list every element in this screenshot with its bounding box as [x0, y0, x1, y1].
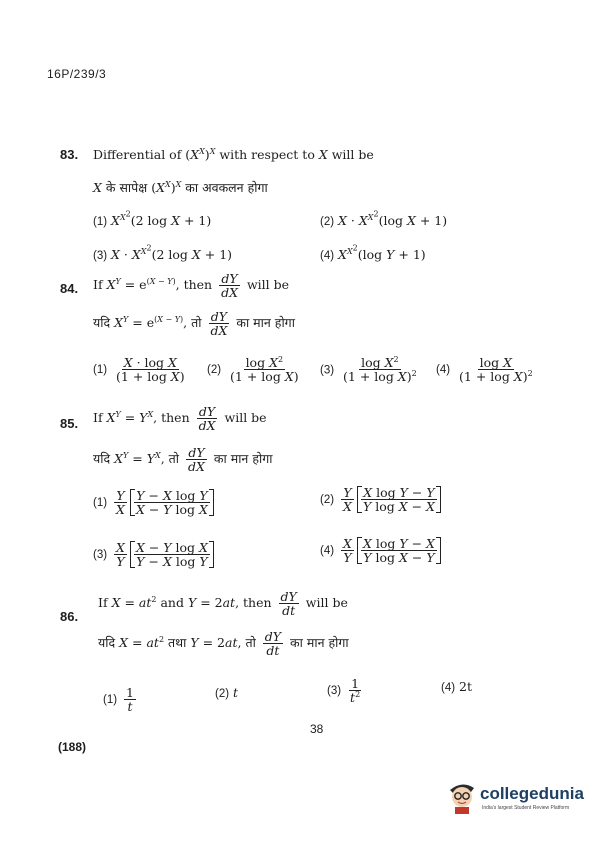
- question-number: 83.: [60, 147, 79, 162]
- option-2[interactable]: (2) $\frac{\log X^2}{\text{(1 + log X)}}$: [207, 355, 299, 385]
- option-2[interactable]: (2) t: [215, 685, 239, 700]
- question-text-en: Differential of $(X^X)^X$ with respect to X will be: [93, 147, 374, 163]
- question-text-en: If $X = at^2$ and Y = 2at, then $\frac{dY}{dt}$ will be: [98, 589, 348, 619]
- question-number: 85.: [60, 416, 79, 431]
- logo-wordmark: collegedunia: [480, 784, 584, 803]
- option-3[interactable]: (3) $X \cdot X^{X^2}(2$ log X + 1): [93, 243, 233, 262]
- option-2[interactable]: (2) $\frac{Y}{X}$ $\frac{\text{X log Y − Y}}{\text{Y log X − X}}$: [320, 486, 441, 513]
- paper-code: 16P/239/3: [47, 67, 107, 81]
- option-1[interactable]: (1) $\frac{\text{X · log X}}{\text{(1 + log X)}}$: [93, 355, 185, 385]
- question-text-hi: यदि $X = at^2$ तथा Y = 2at, तो $\frac{dY}{dt}$ का मान होगा: [98, 629, 349, 659]
- option-4[interactable]: (4) $X^{X^2}(\log$ Y + 1): [320, 243, 426, 262]
- question-number: 84.: [60, 281, 79, 296]
- option-1[interactable]: (1) $\frac{1}{t}$: [103, 685, 134, 715]
- question-text-en: If $X^Y = Y^X$, then $\frac{dY}{dX}$ will be: [93, 404, 267, 434]
- question-text-hi: यदि $X^Y = e^{(X - Y)}$, तो $\frac{dY}{dX}$ का मान होगा: [93, 309, 295, 339]
- option-2[interactable]: (2) $X \cdot X^{X^2}(\log$ X + 1): [320, 209, 448, 228]
- question-text-en: If $X^Y = e^{(X - Y)}$, then $\frac{dY}{dX}$ will be: [93, 271, 290, 301]
- option-1[interactable]: (1) $X^{X^2}(2$ log X + 1): [93, 209, 212, 228]
- question-number: 86.: [60, 609, 79, 624]
- option-1[interactable]: (1) $\frac{Y}{X}$ $\frac{\text{Y − X log Y}}{\text{X − Y log X}}$: [93, 489, 214, 516]
- logo-tagline: India's largest Student Review Platform: [482, 805, 570, 811]
- footer-code: (188): [58, 740, 87, 754]
- question-text-hi: यदि $X^Y = Y^X$, तो $\frac{dY}{dX}$ का मान होगा: [93, 445, 273, 475]
- option-3[interactable]: (3) $\frac{1}{t^2}$: [327, 676, 361, 706]
- student-mascot-icon: [446, 780, 478, 814]
- page-number: 38: [310, 722, 324, 736]
- option-3[interactable]: (3) $\frac{\log X^2}{(1 + \log X)^2}$: [320, 355, 417, 385]
- option-4[interactable]: (4) 2t: [441, 679, 473, 694]
- option-4[interactable]: (4) $\frac{\text{log X}}{(1 + \log X)^2}$: [436, 355, 533, 385]
- question-text-hi: X के सापेक्ष $(X^X)^X$ का अवकलन होगा: [93, 179, 268, 195]
- option-4[interactable]: (4) $\frac{X}{Y}$ $\frac{\text{X log Y − X}}{\text{Y log X − Y}}$: [320, 537, 441, 564]
- option-3[interactable]: (3) $\frac{X}{Y}$ $\frac{\text{X − Y log X}}{\text{Y − X log Y}}$: [93, 541, 214, 568]
